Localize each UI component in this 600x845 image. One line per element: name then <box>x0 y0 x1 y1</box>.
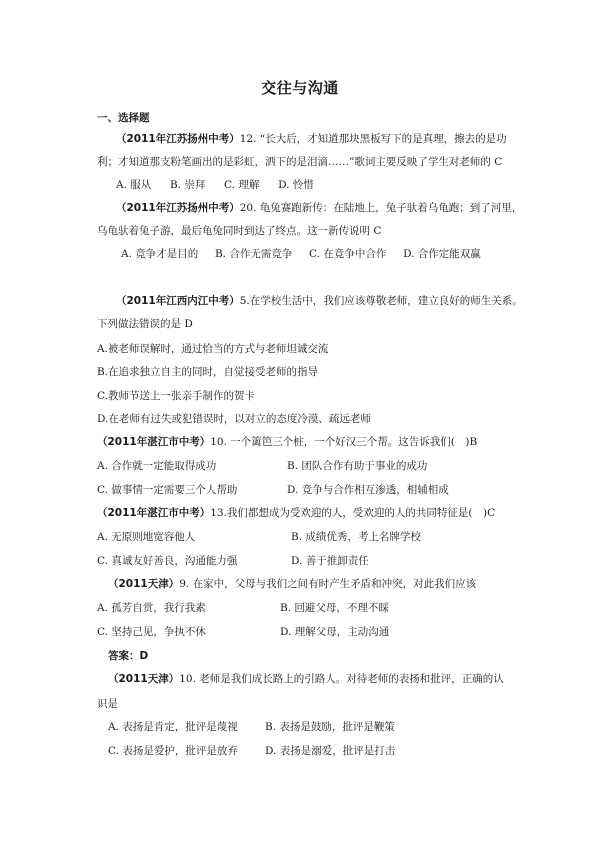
option-c: C. 在竞争中合作 <box>309 248 387 260</box>
question-5-option-a: A. 无原则地宽容他人 <box>97 531 196 543</box>
question-7-line-1 <box>108 672 504 686</box>
section-heading: 一、选择题 <box>97 112 150 124</box>
page-title: 交往与沟通 <box>261 79 339 97</box>
question-4-option-c: C. 做事情一定需要三个人帮助 <box>97 484 238 496</box>
option-b: B. 合作无需竞争 <box>214 248 293 260</box>
question-4-option-a: A. 合作就一定能取得成功 <box>97 460 217 472</box>
question-6-answer: 答案：D <box>108 650 149 662</box>
question-1-source: （2011年江苏扬州中考） <box>116 133 240 145</box>
question-2-options <box>121 247 481 261</box>
question-5-option-b: B. 成绩优秀，考上名牌学校 <box>291 531 421 543</box>
question-3-text: 5.在学校生活中，我们应该尊敬老师，建立良好的师生关系。 <box>239 295 523 307</box>
question-7-option-c: C. 表扬是爱护，批评是放弃 <box>108 745 238 757</box>
question-2-line-2: 乌龟驮着兔子游，最后龟兔同时到达了终点。这一新传说明 C <box>97 225 382 237</box>
question-2-line-1 <box>116 201 522 215</box>
question-7-text: 10. 老师是我们成长路上的引路人。对待老师的表扬和批评，正确的认 <box>179 673 504 685</box>
question-1-line-1 <box>116 132 507 146</box>
question-7-source: （2011天津） <box>108 673 180 685</box>
question-5-line-1 <box>97 506 495 520</box>
question-7-option-d: D. 表扬是溺爱，批评是打击 <box>265 745 396 757</box>
question-3-line-2: 下列做法错误的是 D <box>97 318 193 330</box>
option-d: D. 合作定能双赢 <box>403 248 481 260</box>
question-2-text: 20. 龟兔赛跑新传：在陆地上，兔子驮着乌龟跑；到了河里， <box>239 202 523 214</box>
option-b: B. 崇拜 <box>169 179 206 191</box>
question-4-option-b: B. 团队合作有助于事业的成功 <box>287 460 428 472</box>
question-3-option-b: B.在追求独立自主的同时，自觉接受老师的指导 <box>97 366 319 378</box>
question-3-option-a: A.被老师误解时，通过恰当的方式与老师坦诚交流 <box>97 343 329 355</box>
question-6-option-d: D. 理解父母，主动沟通 <box>280 626 390 638</box>
question-3-source: （2011年江西内江中考） <box>116 295 240 307</box>
question-2-source: （2011年江苏扬州中考） <box>116 202 240 214</box>
option-d: D. 怜惜 <box>278 179 314 191</box>
question-7-line-2: 识是 <box>97 698 118 710</box>
option-a: A. 服从 <box>116 179 152 191</box>
question-4-line-1 <box>97 435 477 449</box>
question-6-text: 9. 在家中，父母与我们之间有时产生矛盾和冲突，对此我们应该 <box>179 578 477 590</box>
question-4-option-d: D. 竞争与合作相互渗透，相辅相成 <box>287 484 449 496</box>
question-3-line-1 <box>116 294 523 308</box>
question-4-source: （2011年湛江市中考） <box>97 436 211 448</box>
question-1-options <box>116 178 314 192</box>
question-6-source: （2011天津） <box>108 578 180 590</box>
question-7-option-a: A. 表扬是肯定，批评是蔑视 <box>108 721 238 733</box>
question-3-option-c: C.教师节送上一张亲手制作的贺卡 <box>97 390 255 402</box>
question-6-option-b: B. 回避父母，不理不睬 <box>280 602 389 614</box>
option-c: C. 理解 <box>224 179 260 191</box>
question-5-text: 13.我们都想成为受欢迎的人，受欢迎的人的共同特征是( )C <box>210 507 496 519</box>
question-5-source: （2011年湛江市中考） <box>97 507 211 519</box>
question-3-option-d: D.在老师有过失或犯错误时，以对立的态度冷漠、疏远老师 <box>97 413 371 425</box>
question-6-option-a: A. 孤芳自赏，我行我素 <box>97 602 206 614</box>
question-1-line-2: 利；才知道那支粉笔画出的是彩虹，洒下的是泪滴……”歌词主要反映了学生对老师的 C <box>97 156 503 168</box>
question-4-text: 10. 一个篱笆三个桩，一个好汉三个帮。这告诉我们( )B <box>210 436 478 448</box>
question-5-option-c: C. 真诚友好善良，沟通能力强 <box>97 555 238 567</box>
question-6-line-1 <box>108 577 476 591</box>
question-1-text: 12. “长大后，才知道那块黑板写下的是真理，擦去的是功 <box>239 133 507 145</box>
question-6-option-c: C. 坚持己见，争执不休 <box>97 626 206 638</box>
question-5-option-d: D. 善于推卸责任 <box>291 555 369 567</box>
option-a: A. 竞争才是目的 <box>121 248 199 260</box>
question-7-option-b: B. 表扬是鼓励，批评是鞭策 <box>265 721 395 733</box>
